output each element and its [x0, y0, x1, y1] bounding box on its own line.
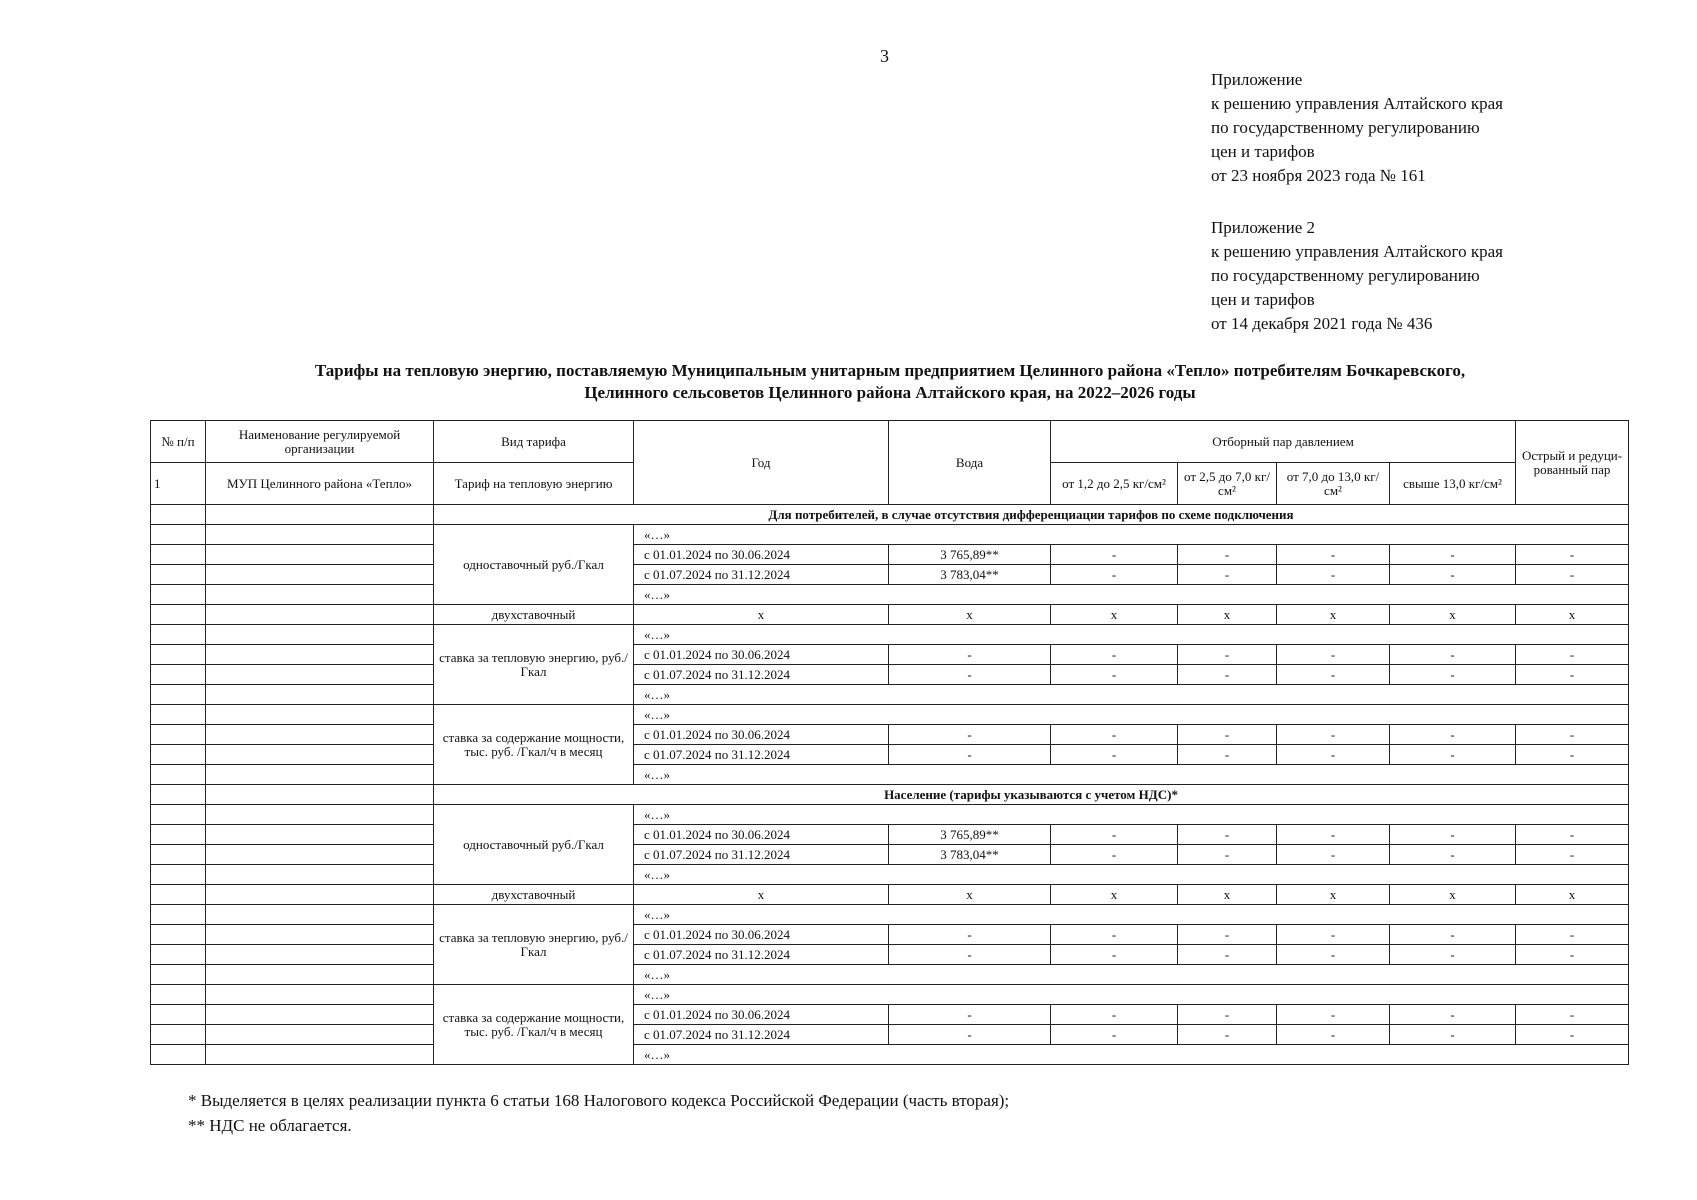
- appendix-1-line: по государственному регулированию: [1211, 118, 1480, 137]
- table-row: [151, 585, 1629, 605]
- dash-cell: -: [1390, 665, 1516, 685]
- row1-tariff-type: Тариф на тепловую энергию: [434, 463, 634, 505]
- ellipsis-cell: «…»: [634, 765, 1629, 785]
- period-cell: с 01.01.2024 по 30.06.2024: [634, 925, 889, 945]
- dash-cell: -: [1516, 545, 1629, 565]
- footnote-1: * Выделяется в целях реализации пункта 6 статьи 168 Налогового кодекса Российской Федерации (часть вторая);: [188, 1091, 1010, 1110]
- appendix-1-line: к решению управления Алтайского края: [1211, 94, 1503, 113]
- header-water: Вода: [889, 421, 1051, 505]
- empty-cell: [206, 745, 434, 765]
- footnotes: [188, 1088, 1009, 1138]
- empty-cell: [151, 945, 206, 965]
- table-row: [151, 885, 1629, 905]
- empty-cell: [206, 505, 434, 525]
- dash-cell: -: [1516, 725, 1629, 745]
- document-title: [150, 360, 1630, 404]
- dash-cell: -: [1516, 945, 1629, 965]
- dash-cell: -: [1390, 645, 1516, 665]
- x-cell: х: [1178, 605, 1277, 625]
- label-heat-rate: ставка за тепловую энергию, руб./Гкал: [434, 625, 634, 705]
- period-cell: с 01.07.2024 по 31.12.2024: [634, 745, 889, 765]
- period-cell: с 01.01.2024 по 30.06.2024: [634, 1005, 889, 1025]
- empty-cell: [206, 825, 434, 845]
- water-value: 3 765,89**: [889, 545, 1051, 565]
- dash-cell: -: [1051, 945, 1178, 965]
- empty-cell: [151, 805, 206, 825]
- dash-cell: -: [1277, 945, 1390, 965]
- empty-cell: [151, 985, 206, 1005]
- ellipsis-cell: «…»: [634, 805, 1629, 825]
- page-number: 3: [880, 46, 889, 66]
- dash-cell: -: [1277, 1005, 1390, 1025]
- dash-cell: -: [1390, 925, 1516, 945]
- table-row: [151, 745, 1629, 765]
- dash-cell: -: [1277, 725, 1390, 745]
- dash-cell: -: [889, 665, 1051, 685]
- dash-cell: -: [1390, 845, 1516, 865]
- header-tariff-type: Вид тарифа: [434, 421, 634, 463]
- empty-cell: [151, 765, 206, 785]
- dash-cell: -: [1390, 1025, 1516, 1045]
- empty-cell: [151, 505, 206, 525]
- dash-cell: -: [1277, 845, 1390, 865]
- dash-cell: -: [1051, 1005, 1178, 1025]
- empty-cell: [151, 565, 206, 585]
- empty-cell: [151, 845, 206, 865]
- dash-cell: -: [1051, 645, 1178, 665]
- ellipsis-cell: «…»: [634, 705, 1629, 725]
- empty-cell: [206, 865, 434, 885]
- ellipsis-cell: «…»: [634, 585, 1629, 605]
- table-row: [151, 565, 1629, 585]
- x-cell: х: [1390, 605, 1516, 625]
- empty-cell: [206, 1045, 434, 1065]
- empty-cell: [206, 785, 434, 805]
- dash-cell: -: [1277, 645, 1390, 665]
- appendix-2-line: Приложение 2: [1211, 218, 1315, 237]
- section-title: Население (тарифы указываются с учетом НДС)*: [434, 785, 1629, 805]
- header-steam-2: от 2,5 до 7,0 кг/см²: [1178, 463, 1277, 505]
- header-steam-1: от 1,2 до 2,5 кг/см²: [1051, 463, 1178, 505]
- table-row: [151, 625, 1629, 645]
- table-row: [151, 765, 1629, 785]
- period-cell: с 01.07.2024 по 31.12.2024: [634, 1025, 889, 1045]
- dash-cell: -: [1277, 925, 1390, 945]
- table-row: [151, 905, 1629, 925]
- empty-cell: [206, 705, 434, 725]
- dash-cell: -: [1051, 825, 1178, 845]
- dash-cell: -: [1051, 725, 1178, 745]
- dash-cell: -: [1178, 665, 1277, 685]
- empty-cell: [206, 645, 434, 665]
- empty-cell: [206, 585, 434, 605]
- water-value: 3 783,04**: [889, 565, 1051, 585]
- x-cell: х: [889, 885, 1051, 905]
- dash-cell: -: [1178, 745, 1277, 765]
- period-cell: с 01.07.2024 по 31.12.2024: [634, 565, 889, 585]
- dash-cell: -: [1051, 925, 1178, 945]
- x-cell: х: [1277, 605, 1390, 625]
- ellipsis-cell: «…»: [634, 685, 1629, 705]
- empty-cell: [206, 525, 434, 545]
- dash-cell: -: [1390, 825, 1516, 845]
- dash-cell: -: [1277, 545, 1390, 565]
- table-row: [151, 685, 1629, 705]
- water-value: 3 783,04**: [889, 845, 1051, 865]
- dash-cell: -: [1516, 845, 1629, 865]
- dash-cell: -: [889, 945, 1051, 965]
- ellipsis-cell: «…»: [634, 625, 1629, 645]
- x-cell: х: [634, 885, 889, 905]
- empty-cell: [151, 645, 206, 665]
- empty-cell: [151, 545, 206, 565]
- dash-cell: -: [1178, 1005, 1277, 1025]
- header-steam-3: от 7,0 до 13,0 кг/см²: [1277, 463, 1390, 505]
- dash-cell: -: [1516, 925, 1629, 945]
- x-cell: х: [1051, 605, 1178, 625]
- table-row: [151, 605, 1629, 625]
- water-value: 3 765,89**: [889, 825, 1051, 845]
- appendix-1-line: от 23 ноября 2023 года № 161: [1211, 166, 1426, 185]
- period-cell: с 01.01.2024 по 30.06.2024: [634, 725, 889, 745]
- dash-cell: -: [1516, 1025, 1629, 1045]
- appendix-2-line: по государственному регулированию: [1211, 266, 1480, 285]
- ellipsis-cell: «…»: [634, 865, 1629, 885]
- empty-cell: [151, 905, 206, 925]
- x-cell: х: [1277, 885, 1390, 905]
- tariff-table: [150, 420, 1629, 1065]
- empty-cell: [151, 885, 206, 905]
- dash-cell: -: [1178, 845, 1277, 865]
- appendix-2-line: к решению управления Алтайского края: [1211, 242, 1503, 261]
- table-row: [151, 525, 1629, 545]
- empty-cell: [151, 825, 206, 845]
- footnote-2: ** НДС не облагается.: [188, 1116, 352, 1135]
- header-sharp-steam: Острый и редуци- рованный пар: [1516, 421, 1629, 505]
- label-one-part: одноставочный руб./Гкал: [434, 805, 634, 885]
- table-row: [151, 845, 1629, 865]
- appendix-1-line: цен и тарифов: [1211, 142, 1315, 161]
- empty-cell: [151, 665, 206, 685]
- empty-cell: [206, 905, 434, 925]
- dash-cell: -: [889, 745, 1051, 765]
- empty-cell: [206, 605, 434, 625]
- empty-cell: [206, 665, 434, 685]
- label-capacity-rate: ставка за содержание мощности, тыс. руб. /Гкал/ч в месяц: [434, 985, 634, 1065]
- table-row: [151, 865, 1629, 885]
- document-title-line-1: Тарифы на тепловую энергию, поставляемую Муниципальным унитарным предприятием Целинного района «Тепло» потребителям Бочкаревского,: [314, 361, 1466, 380]
- dash-cell: -: [889, 725, 1051, 745]
- header-steam-group: Отборный пар давлением: [1051, 421, 1516, 463]
- ellipsis-cell: «…»: [634, 985, 1629, 1005]
- empty-cell: [151, 925, 206, 945]
- dash-cell: -: [1390, 725, 1516, 745]
- table-row: [151, 1045, 1629, 1065]
- x-cell: х: [634, 605, 889, 625]
- dash-cell: -: [1390, 565, 1516, 585]
- dash-cell: -: [1178, 645, 1277, 665]
- period-cell: с 01.07.2024 по 31.12.2024: [634, 945, 889, 965]
- dash-cell: -: [1051, 545, 1178, 565]
- ellipsis-cell: «…»: [634, 525, 1629, 545]
- label-heat-rate: ставка за тепловую энергию, руб./Гкал: [434, 905, 634, 985]
- header-org: Наименование регулируемой организации: [206, 421, 434, 463]
- empty-cell: [151, 625, 206, 645]
- ellipsis-cell: «…»: [634, 965, 1629, 985]
- dash-cell: -: [889, 925, 1051, 945]
- period-cell: с 01.01.2024 по 30.06.2024: [634, 825, 889, 845]
- empty-cell: [206, 565, 434, 585]
- empty-cell: [206, 805, 434, 825]
- dash-cell: -: [1516, 1005, 1629, 1025]
- empty-cell: [151, 705, 206, 725]
- header-num: № п/п: [151, 421, 206, 463]
- dash-cell: -: [1277, 745, 1390, 765]
- empty-cell: [151, 865, 206, 885]
- label-capacity-rate: ставка за содержание мощности, тыс. руб. /Гкал/ч в месяц: [434, 705, 634, 785]
- table-row: [151, 725, 1629, 745]
- x-cell: х: [1051, 885, 1178, 905]
- dash-cell: -: [1178, 1025, 1277, 1045]
- empty-cell: [206, 945, 434, 965]
- empty-cell: [151, 685, 206, 705]
- empty-cell: [151, 745, 206, 765]
- dash-cell: -: [1051, 1025, 1178, 1045]
- section-title: Для потребителей, в случае отсутствия дифференциации тарифов по схеме подключения: [434, 505, 1629, 525]
- empty-cell: [206, 845, 434, 865]
- dash-cell: -: [1390, 745, 1516, 765]
- dash-cell: -: [1390, 945, 1516, 965]
- table-row: [151, 545, 1629, 565]
- empty-cell: [206, 765, 434, 785]
- table-row: [151, 985, 1629, 1005]
- dash-cell: -: [1178, 725, 1277, 745]
- empty-cell: [151, 1045, 206, 1065]
- empty-cell: [206, 1005, 434, 1025]
- empty-cell: [151, 1025, 206, 1045]
- dash-cell: -: [1178, 545, 1277, 565]
- table-row: [151, 1005, 1629, 1025]
- dash-cell: -: [1516, 665, 1629, 685]
- table-row: [151, 665, 1629, 685]
- dash-cell: -: [889, 1025, 1051, 1045]
- empty-cell: [206, 1025, 434, 1045]
- empty-cell: [206, 545, 434, 565]
- dash-cell: -: [1051, 845, 1178, 865]
- dash-cell: -: [1178, 825, 1277, 845]
- document-title-line-2: Целинного сельсоветов Целинного района Алтайского края, на 2022–2026 годы: [584, 383, 1196, 402]
- label-two-part: двухставочный: [434, 885, 634, 905]
- table-row: [151, 925, 1629, 945]
- empty-cell: [206, 885, 434, 905]
- appendix-2-block: [1211, 216, 1503, 336]
- period-cell: с 01.07.2024 по 31.12.2024: [634, 665, 889, 685]
- row1-org: МУП Целинного района «Тепло»: [206, 463, 434, 505]
- table-row: [151, 825, 1629, 845]
- table-row: [151, 705, 1629, 725]
- x-cell: х: [1178, 885, 1277, 905]
- table-row: [151, 505, 1629, 525]
- x-cell: х: [1516, 605, 1629, 625]
- dash-cell: -: [1390, 1005, 1516, 1025]
- appendix-1-block: [1211, 68, 1503, 188]
- empty-cell: [151, 965, 206, 985]
- dash-cell: -: [1277, 825, 1390, 845]
- dash-cell: -: [889, 645, 1051, 665]
- row1-num: 1: [151, 463, 206, 505]
- label-one-part: одноставочный руб./Гкал: [434, 525, 634, 605]
- period-cell: с 01.07.2024 по 31.12.2024: [634, 845, 889, 865]
- empty-cell: [206, 965, 434, 985]
- dash-cell: -: [1178, 565, 1277, 585]
- label-two-part: двухставочный: [434, 605, 634, 625]
- period-cell: с 01.01.2024 по 30.06.2024: [634, 645, 889, 665]
- empty-cell: [151, 785, 206, 805]
- dash-cell: -: [1051, 665, 1178, 685]
- dash-cell: -: [1277, 565, 1390, 585]
- table-row: [151, 945, 1629, 965]
- appendix-2-line: цен и тарифов: [1211, 290, 1315, 309]
- appendix-2-line: от 14 декабря 2021 года № 436: [1211, 314, 1433, 333]
- appendix-1-line: Приложение: [1211, 70, 1303, 89]
- x-cell: х: [889, 605, 1051, 625]
- table-row: [151, 1025, 1629, 1045]
- table-row: [151, 645, 1629, 665]
- empty-cell: [151, 725, 206, 745]
- dash-cell: -: [1277, 1025, 1390, 1045]
- dash-cell: -: [1051, 565, 1178, 585]
- period-cell: с 01.01.2024 по 30.06.2024: [634, 545, 889, 565]
- dash-cell: -: [1516, 565, 1629, 585]
- dash-cell: -: [1178, 925, 1277, 945]
- dash-cell: -: [1516, 645, 1629, 665]
- header-steam-4: свыше 13,0 кг/см²: [1390, 463, 1516, 505]
- dash-cell: -: [1277, 665, 1390, 685]
- x-cell: х: [1390, 885, 1516, 905]
- dash-cell: -: [1516, 825, 1629, 845]
- table-row: [151, 965, 1629, 985]
- table-row: [151, 805, 1629, 825]
- x-cell: х: [1516, 885, 1629, 905]
- dash-cell: -: [889, 1005, 1051, 1025]
- empty-cell: [206, 725, 434, 745]
- dash-cell: -: [1390, 545, 1516, 565]
- empty-cell: [206, 685, 434, 705]
- empty-cell: [151, 525, 206, 545]
- header-year: Год: [634, 421, 889, 505]
- table-row: [151, 785, 1629, 805]
- empty-cell: [151, 585, 206, 605]
- empty-cell: [151, 605, 206, 625]
- empty-cell: [151, 1005, 206, 1025]
- empty-cell: [206, 925, 434, 945]
- dash-cell: -: [1516, 745, 1629, 765]
- empty-cell: [206, 985, 434, 1005]
- table-header-row: [151, 421, 1629, 463]
- ellipsis-cell: «…»: [634, 1045, 1629, 1065]
- dash-cell: -: [1051, 745, 1178, 765]
- ellipsis-cell: «…»: [634, 905, 1629, 925]
- dash-cell: -: [1178, 945, 1277, 965]
- empty-cell: [206, 625, 434, 645]
